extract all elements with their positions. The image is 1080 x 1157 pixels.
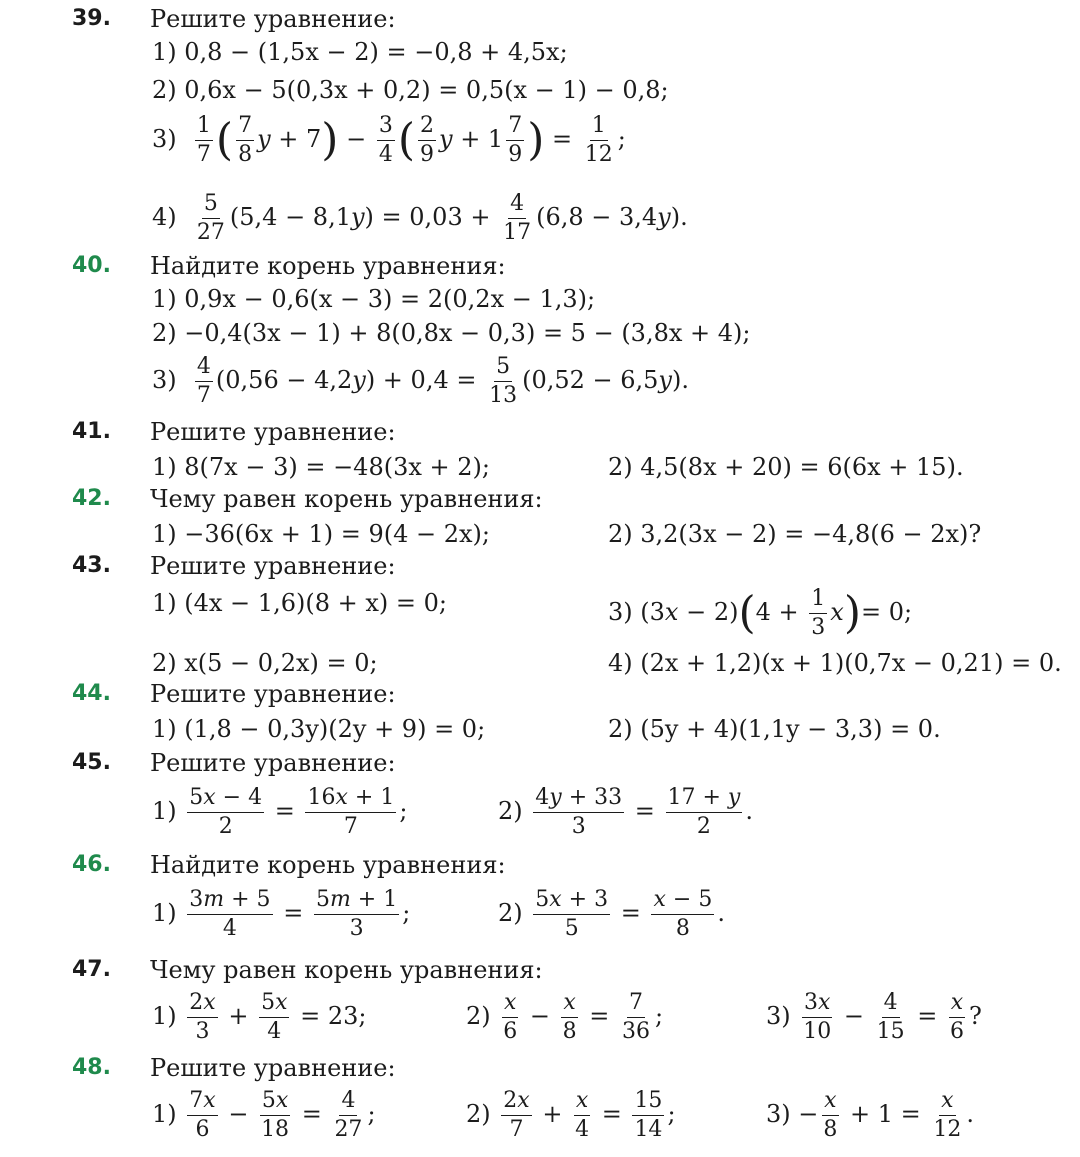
equation-1: 1) −36(6x + 1) = 9(4 − 2x); xyxy=(152,520,490,548)
problem-title: Решите уравнение: xyxy=(150,1054,396,1082)
problem-number: 44. xyxy=(72,681,111,706)
problem-title: Решите уравнение: xyxy=(150,749,396,777)
equation-3: 3) $\frac{1}{7}$ ( $\frac{7}{8}$ y + 7) − $\frac{3}{4}$ ( $\frac{2}{9}$ y + 1 $\frac{7}{9}$ ) = $\frac{1}{12}$ ; xyxy=(152,113,626,167)
equation-1: 1) $\frac{5x - 4}{2}$ = $\frac{16x + 1}{7}$ ; xyxy=(152,785,408,839)
problem-title: Решите уравнение: xyxy=(150,680,396,708)
problem-number: 43. xyxy=(72,553,111,578)
equation-3: 3) (3x − 2)(4 + $\frac{1}{3}$ x)= 0; xyxy=(608,586,913,640)
equation-2: 2) $\frac{5x + 3}{5}$ = $\frac{x - 5}{8}$ . xyxy=(498,887,725,941)
problem-number: 47. xyxy=(72,957,111,982)
equation-4: 4) $\frac{5}{27}$ (5,4 − 8,1y) = 0,03 + $\frac{4}{17}$ (6,8 − 3,4y). xyxy=(152,191,688,245)
equation-3: 3) $\frac{3x}{10}$ − $\frac{4}{15}$ = $\frac{x}{6}$ ? xyxy=(766,990,982,1044)
equation-2: 2) 3,2(3x − 2) = −4,8(6 − 2x)? xyxy=(608,520,982,548)
equation-1: 1) (1,8 − 0,3y)(2y + 9) = 0; xyxy=(152,715,486,743)
problem-number: 39. xyxy=(72,6,111,31)
problem-number: 45. xyxy=(72,750,111,775)
problem-title: Чему равен корень уравнения: xyxy=(150,485,543,513)
equation-3: 3) $\frac{4}{7}$ (0,56 − 4,2y) + 0,4 = $\frac{5}{13}$ (0,52 − 6,5y). xyxy=(152,354,689,408)
equation-1: 1) 0,9x − 0,6(x − 3) = 2(0,2x − 1,3); xyxy=(152,285,596,313)
problem-title: Чему равен корень уравнения: xyxy=(150,956,543,984)
equation-1: 1) 0,8 − (1,5x − 2) = −0,8 + 4,5x; xyxy=(152,38,568,66)
equation-1: 1) $\frac{3m + 5}{4}$ = $\frac{5m + 1}{3}$ ; xyxy=(152,887,411,941)
equation-1: 1) (4x − 1,6)(8 + x) = 0; xyxy=(152,589,447,617)
problem-number: 48. xyxy=(72,1055,111,1080)
equation-1: 1) 8(7x − 3) = −48(3x + 2); xyxy=(152,453,490,481)
problem-number: 41. xyxy=(72,419,111,444)
equation-2: 2) $\frac{x}{6}$ − $\frac{x}{8}$ = $\frac{7}{36}$ ; xyxy=(466,990,664,1044)
problem-title: Решите уравнение: xyxy=(150,418,396,446)
equation-2: 2) $\frac{4y + 33}{3}$ = $\frac{17 + y}{2}$ . xyxy=(498,785,753,839)
equation-2: 2) 0,6x − 5(0,3x + 0,2) = 0,5(x − 1) − 0,8; xyxy=(152,76,669,104)
equation-2: 2) $\frac{2x}{7}$ + $\frac{x}{4}$ = $\frac{15}{14}$ ; xyxy=(466,1088,676,1142)
equation-1: 1) $\frac{2x}{3}$ + $\frac{5x}{4}$ = 23; xyxy=(152,990,367,1044)
equation-2: 2) −0,4(3x − 1) + 8(0,8x − 0,3) = 5 − (3,8x + 4); xyxy=(152,319,751,347)
equation-2: 2) (5y + 4)(1,1y − 3,3) = 0. xyxy=(608,715,941,743)
problem-title: Решите уравнение: xyxy=(150,5,396,33)
equation-2: 2) x(5 − 0,2x) = 0; xyxy=(152,649,378,677)
problem-title: Найдите корень уравнения: xyxy=(150,851,506,879)
problem-number: 46. xyxy=(72,852,111,877)
equation-3: 3) − $\frac{x}{8}$ + 1 = $\frac{x}{12}$ . xyxy=(766,1088,975,1142)
problem-title: Решите уравнение: xyxy=(150,552,396,580)
problem-number: 42. xyxy=(72,486,111,511)
equation-4: 4) (2x + 1,2)(x + 1)(0,7x − 0,21) = 0. xyxy=(608,649,1062,677)
equation-2: 2) 4,5(8x + 20) = 6(6x + 15). xyxy=(608,453,964,481)
equation-1: 1) $\frac{7x}{6}$ − $\frac{5x}{18}$ = $\frac{4}{27}$ ; xyxy=(152,1088,376,1142)
problem-title: Найдите корень уравнения: xyxy=(150,252,506,280)
problem-number: 40. xyxy=(72,253,111,278)
